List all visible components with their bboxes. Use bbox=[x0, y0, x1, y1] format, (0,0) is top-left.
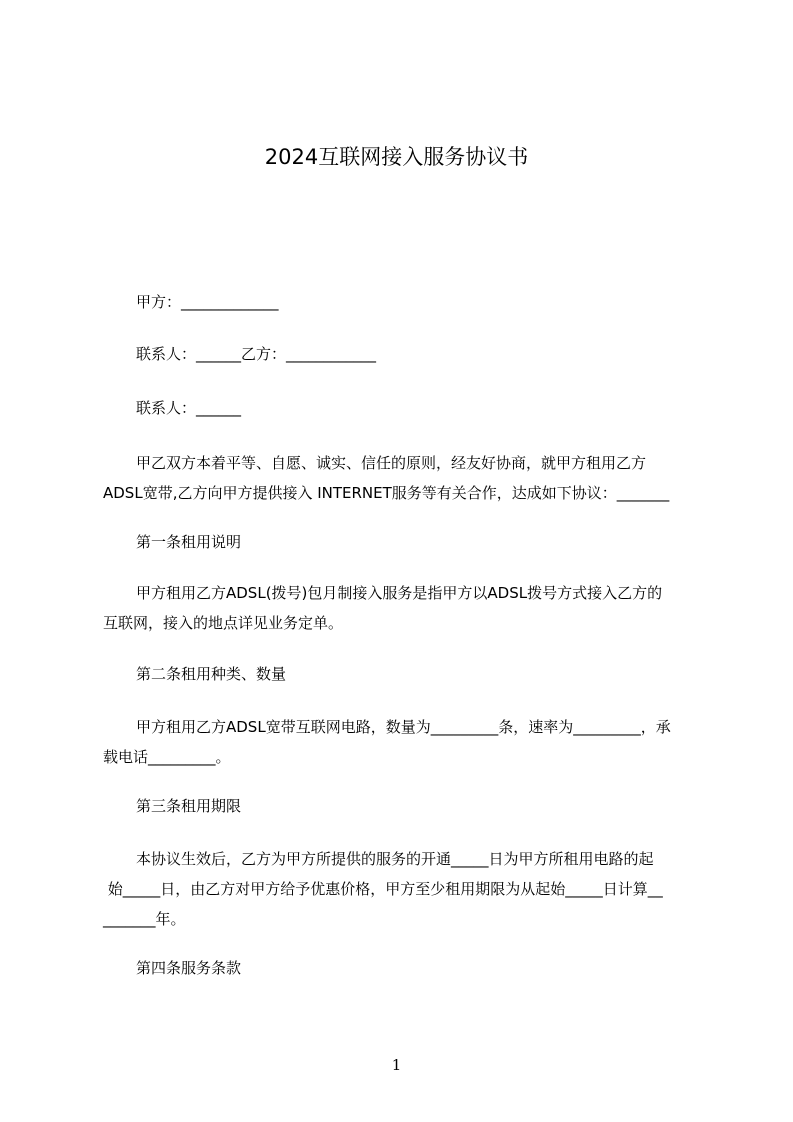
article-1-paragraph bbox=[103, 578, 709, 638]
document-title: 2024互联网接入服务协议书 bbox=[264, 145, 529, 169]
article-1-line-1: 甲方租用乙方ADSL(拨号)包月制接入服务是指甲方以ADSL拨号方式接入乙方的 bbox=[136, 584, 663, 602]
article-1-heading: 第一条租用说明 bbox=[136, 533, 242, 551]
intro-line-1: 甲乙双方本着平等、自愿、诚实、信任的原则，经友好协商，就甲方租用乙方 bbox=[136, 454, 647, 472]
article-2-paragraph bbox=[103, 712, 709, 772]
article-3-paragraph bbox=[103, 844, 709, 934]
contact-a-party-b-line: 联系人：______乙方：____________ bbox=[136, 345, 377, 363]
article-3-heading: 第三条租用期限 bbox=[136, 797, 242, 815]
article-3-line-1: 本协议生效后，乙方为甲方所提供的服务的开通_____日为甲方所租用电路的起 bbox=[136, 850, 654, 868]
page-number: 1 bbox=[391, 1056, 402, 1074]
intro-line-2: ADSL宽带,乙方向甲方提供接入 INTERNET服务等有关合作，达成如下协议：_______ bbox=[103, 484, 670, 502]
article-4-heading: 第四条服务条款 bbox=[136, 959, 242, 977]
article-2-line-1: 甲方租用乙方ADSL宽带互联网电路，数量为_________条，速率为_________，承 bbox=[136, 718, 671, 736]
article-3-line-2: 始_____日，由乙方对甲方给予优惠价格，甲方至少租用期限为从起始_____日计算__ bbox=[103, 880, 663, 898]
contact-b-line: 联系人：______ bbox=[136, 399, 242, 417]
party-a-line: 甲方：_____________ bbox=[136, 293, 279, 311]
article-3-line-3: _______年。 bbox=[103, 910, 186, 928]
article-2-heading: 第二条租用种类、数量 bbox=[136, 665, 287, 683]
article-2-line-2: 载电话_________。 bbox=[103, 748, 231, 766]
intro-paragraph bbox=[103, 448, 709, 508]
article-1-line-2: 互联网，接入的地点详见业务定单。 bbox=[103, 614, 344, 632]
